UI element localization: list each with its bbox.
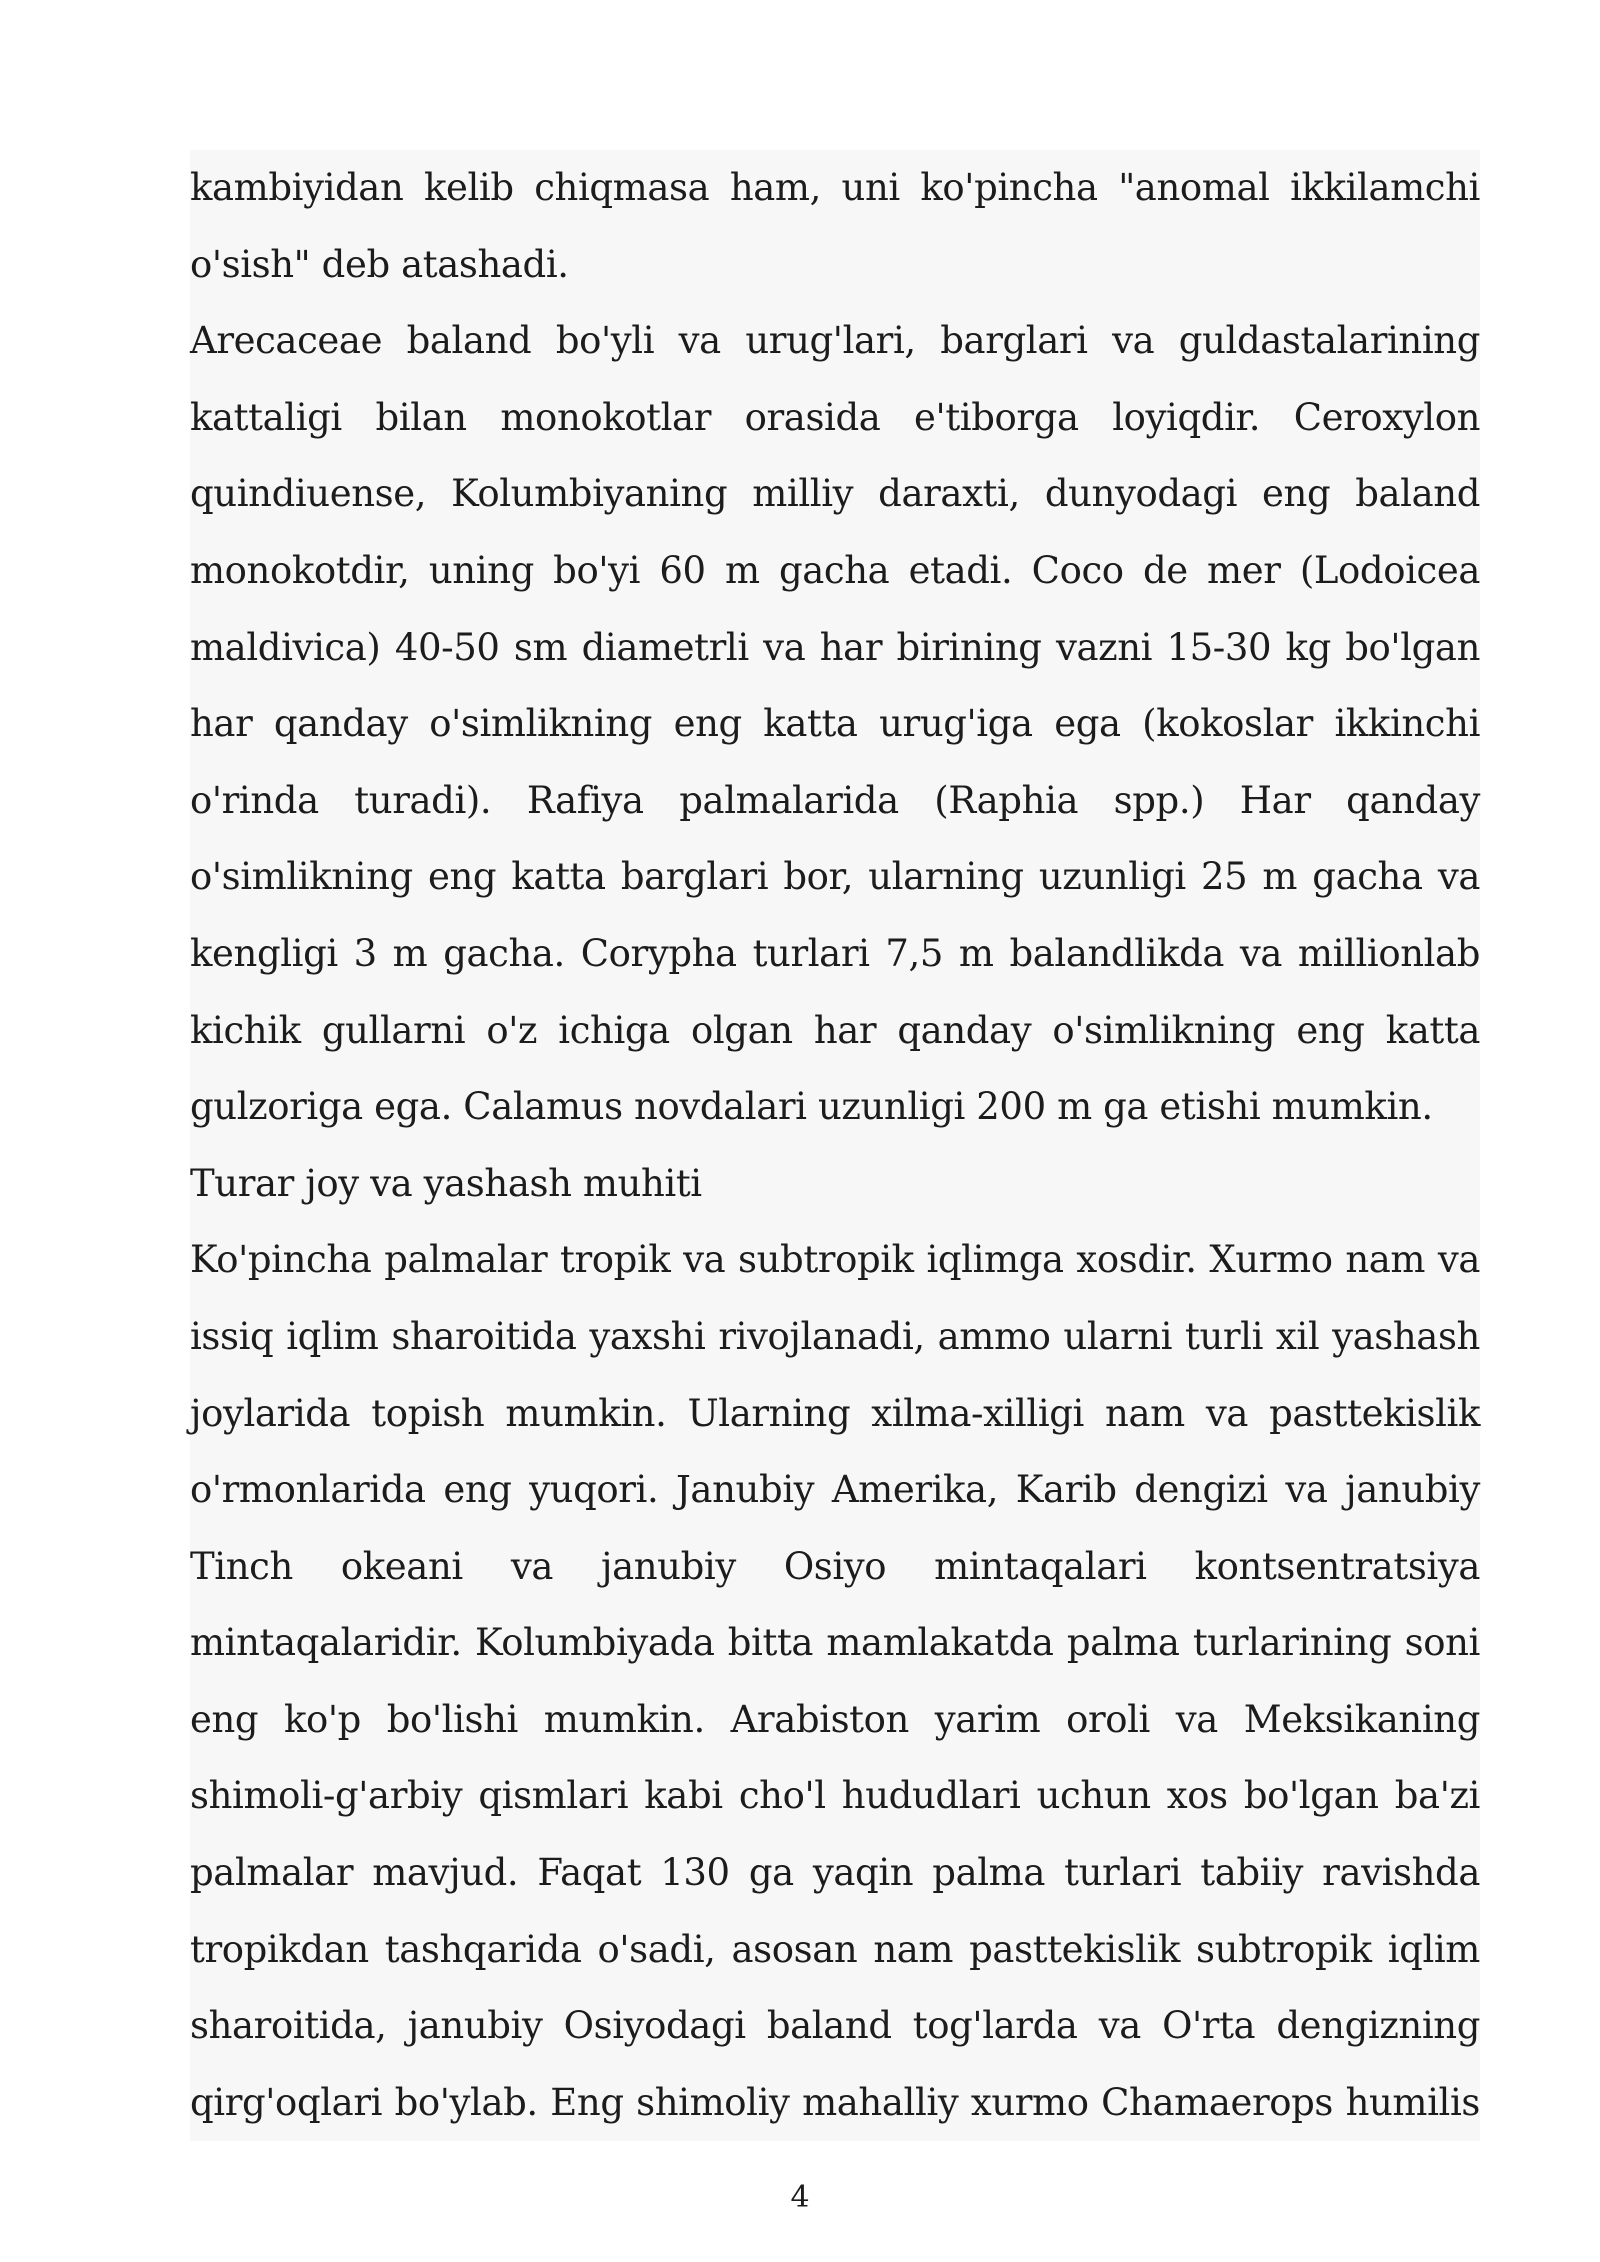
paragraph-intro-end: kambiyidan kelib chiqmasa ham, uni ko'pincha "anomal ikkilamchi o'sish" deb atashadi. bbox=[190, 166, 1480, 286]
section-heading: Turar joy va yashash muhiti bbox=[190, 1161, 702, 1205]
paragraph-arecaceae: Arecaceae baland bo'yli va urug'lari, barglari va guldastalarining kattaligi bilan monokotlar orasida e'tiborga loyiqdir. Ceroxylon quindiuense, Kolumbiyaning milliy daraxti, dunyodagi eng baland monokotdir, uning bo'yi 60 m gacha etadi. Coco de mer (Lodoicea maldivica) 40-50 sm diametrli va har birining vazni 15-30 kg bo'lgan har qanday o'simlikning eng katta urug'iga ega (kokoslar ikkinchi o'rinda turadi). Rafiya palmalarida (Raphia spp.) Har qanday o'simlikning eng katta barglari bor, ularning uzunligi 25 m gacha va kengligi 3 m gacha. Corypha turlari 7,5 m balandlikda va millionlab kichik gullarni o'z ichiga olgan har qanday o'simlikning eng katta gulzoriga ega. Calamus novdalari uzunligi 200 m ga etishi mumkin. bbox=[190, 319, 1480, 1129]
paragraph-habitat: Ko'pincha palmalar tropik va subtropik iqlimga xosdir. Xurmo nam va issiq iqlim sharoitida yaxshi rivojlanadi, ammo ularni turli xil yashash joylarida topish mumkin. Ularning xilma-xilligi nam va pasttekislik o'rmonlarida eng yuqori. Janubiy Amerika, Karib dengizi va janubiy Tinch okeani va janubiy Osiyo mintaqalari kontsentratsiya mintaqalaridir. Kolumbiyada bitta mamlakatda palma turlarining soni eng ko'p bo'lishi mumkin. Arabiston yarim oroli va Meksikaning shimoli-g'arbiy qismlari kabi cho'l hududlari uchun xos bo'lgan ba'zi palmalar mavjud. Faqat 130 ga yaqin palma turlari tabiiy ravishda tropikdan tashqarida o'sadi, asosan nam pasttekislik subtropik iqlim sharoitida, janubiy Osiyodagi baland tog'larda va O'rta dengizning qirg'oqlari bo'ylab. Eng shimoliy mahalliy xurmo Chamaerops humilis bbox=[190, 1238, 1480, 2124]
body-text bbox=[190, 150, 1480, 2141]
page-number: 4 bbox=[790, 2180, 810, 2215]
